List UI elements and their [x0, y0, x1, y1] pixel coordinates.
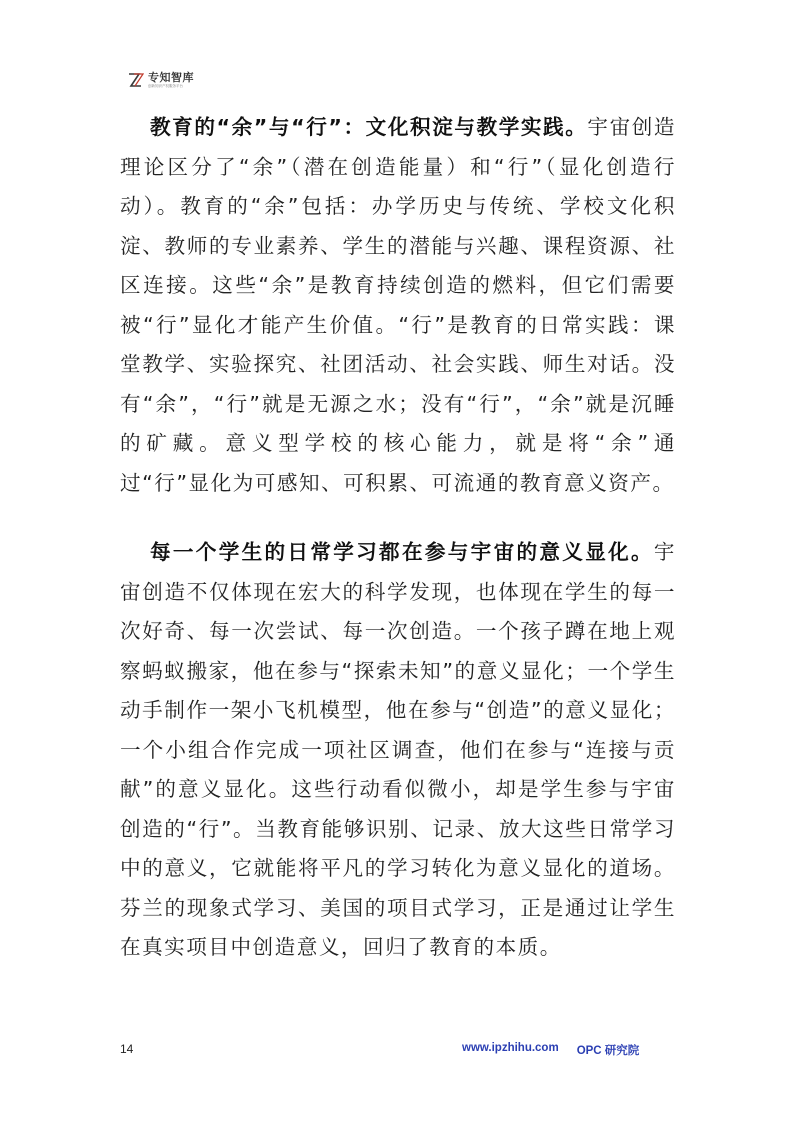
paragraph-daily-learning [120, 533, 676, 968]
zhizhi-logo-icon [128, 72, 144, 88]
footer-website: www.ipzhihu.com [462, 1042, 559, 1054]
footer-institute: OPC 研究院 [576, 1045, 640, 1057]
logo-name: 专知智库 [148, 71, 194, 84]
page-number: 14 [120, 1042, 134, 1056]
document-body [120, 108, 676, 968]
logo-tagline: 创新知识产权服务平台 [148, 84, 183, 88]
paragraph-yu-xing [120, 108, 676, 503]
paragraph-lead: 每一个学生的日常学习都在参与宇宙的意义显化。 [150, 540, 654, 564]
header-logo [128, 72, 194, 89]
footer-info [462, 1042, 639, 1058]
paragraph-lead: 教育的“余”与“行”：文化积淀与教学实践。 [150, 115, 588, 139]
paragraph-text: 宇宙创造不仅体现在宏大的科学发现，也体现在学生的每一次好奇、每一次尝试、每一次创造。一个孩子蹲在地上观察蚂蚁搬家，他在参与“探索未知”的意义显化；一个学生动手制作一架小飞机模型，他在参与“创造”的意义显化；一个小组合作完成一项社区调查，他们在参与“连接与贡献”的意义显化。这些行动看似微小，却是学生参与宇宙创造的“行”。当教育能够识别、记录、放大这些日常学习中的意义，它就能将平凡的学习转化为意义显化的道场。芬兰的现象式学习、美国的项目式学习，正是通过让学生在真实项目中创造意义，回归了教育的本质。 [120, 540, 676, 959]
paragraph-text: 宇宙创造理论区分了“余”（潜在创造能量）和“行”（显化创造行动）。教育的“余”包括：办学历史与传统、学校文化积淀、教师的专业素养、学生的潜能与兴趣、课程资源、社区连接。这些“余”是教育持续创造的燃料，但它们需要被“行”显化才能产生价值。“行”是教育的日常实践：课堂教学、实验探究、社团活动、社会实践、师生对话。没有“余”，“行”就是无源之水；没有“行”，“余”就是沉睡的矿藏。意义型学校的核心能力，就是将“余”通过“行”显化为可感知、可积累、可流通的教育意义资产。 [120, 115, 677, 495]
